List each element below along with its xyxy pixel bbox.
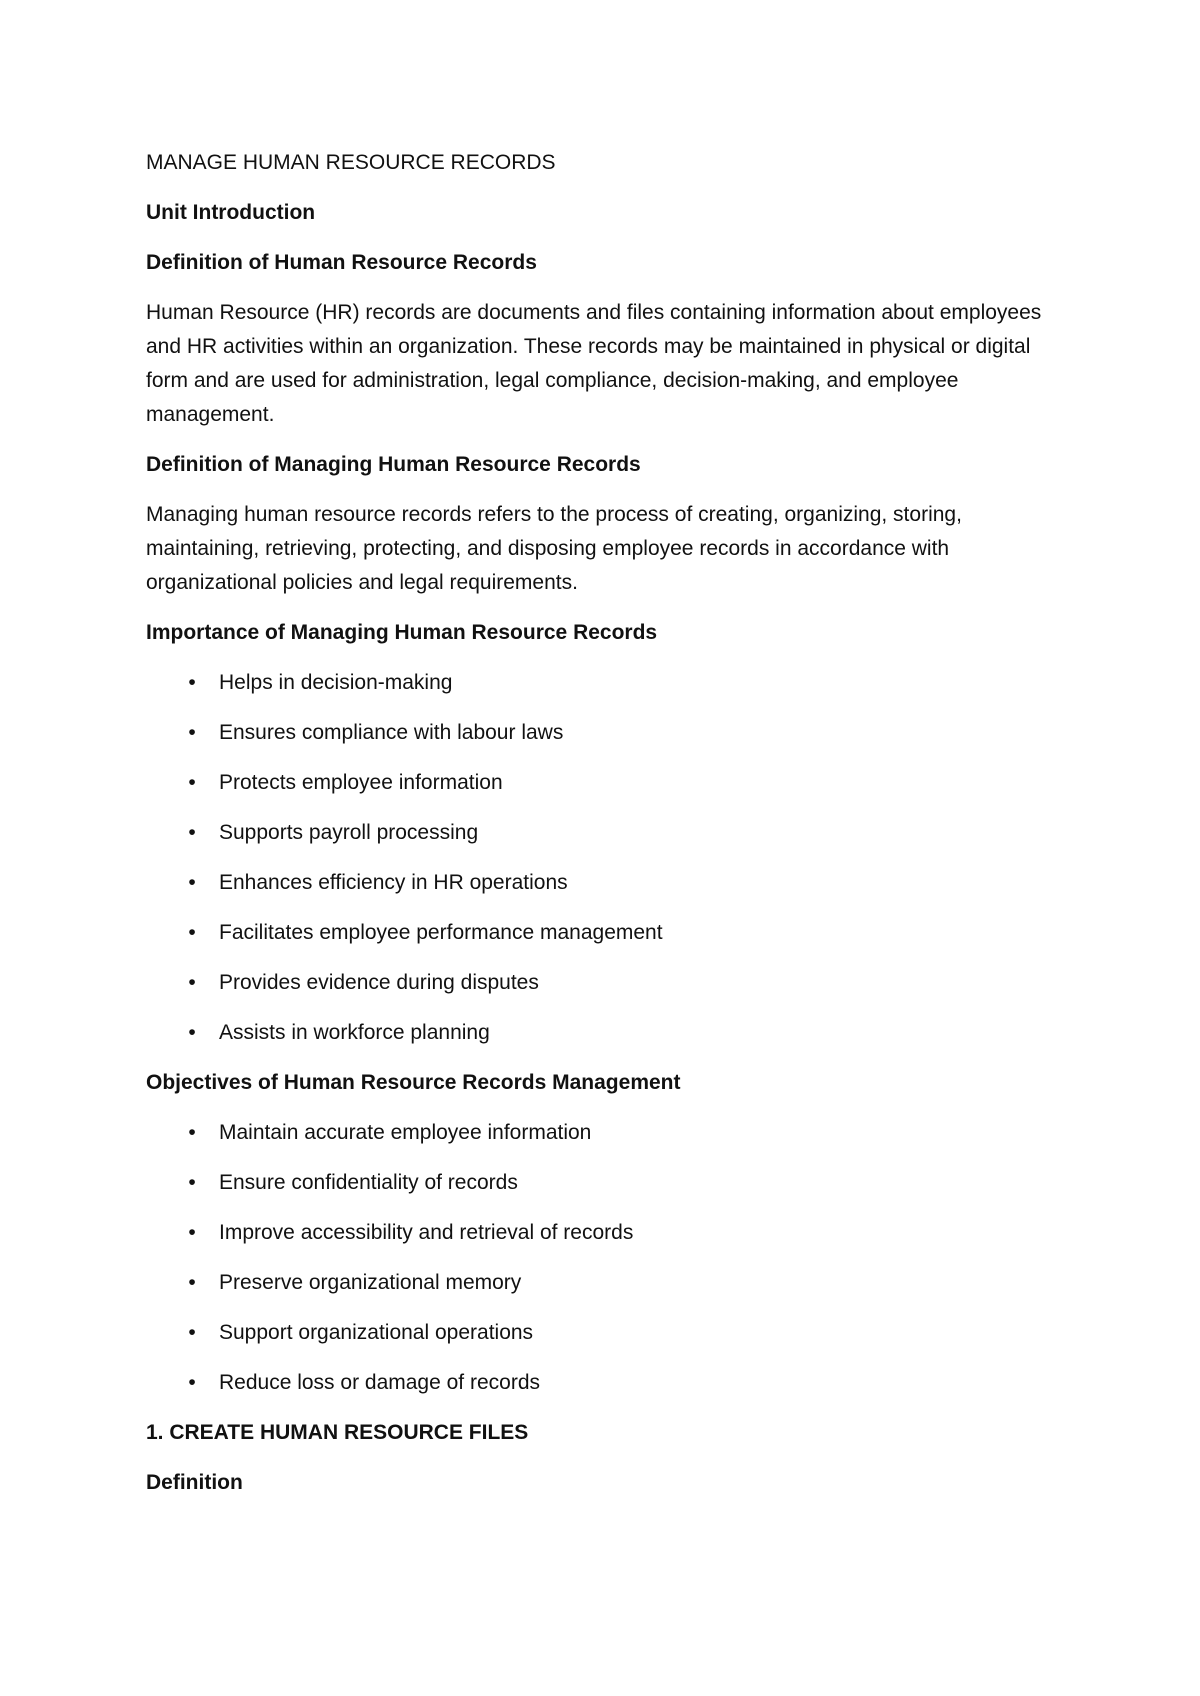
bullet-icon: • bbox=[188, 771, 196, 794]
bullet-icon: • bbox=[188, 921, 196, 944]
unit-intro-heading: Unit Introduction bbox=[146, 201, 316, 224]
list-item bbox=[146, 1266, 1066, 1300]
document-title: MANAGE HUMAN RESOURCE RECORDS bbox=[146, 151, 556, 174]
bullet-icon: • bbox=[188, 871, 196, 894]
definition-hr-records-heading: Definition of Human Resource Records bbox=[146, 251, 537, 274]
list-item-text: Protects employee information bbox=[219, 771, 503, 794]
bullet-icon: • bbox=[188, 1021, 196, 1044]
objectives-heading: Objectives of Human Resource Records Management bbox=[146, 1071, 681, 1094]
importance-heading: Importance of Managing Human Resource Records bbox=[146, 621, 658, 644]
bullet-icon: • bbox=[188, 671, 196, 694]
list-item-text: Support organizational operations bbox=[219, 1321, 534, 1344]
list-item bbox=[146, 816, 1066, 850]
list-item bbox=[146, 966, 1066, 1000]
list-item bbox=[146, 716, 1066, 750]
list-item bbox=[146, 1116, 1066, 1150]
list-item-text: Maintain accurate employee information bbox=[219, 1121, 592, 1144]
section1-definition-heading: Definition bbox=[146, 1471, 243, 1494]
bullet-icon: • bbox=[188, 1371, 196, 1394]
bullet-icon: • bbox=[188, 1271, 196, 1294]
bullet-icon: • bbox=[188, 721, 196, 744]
definition-managing-paragraph: Managing human resource records refers to the process of creating, organizing, storing, maintaining, retrieving, protecting, and disposing employee records in accordance with organizational policies and legal requirements. bbox=[146, 503, 962, 594]
bullet-icon: • bbox=[188, 1321, 196, 1344]
list-item bbox=[146, 1166, 1066, 1200]
list-item-text: Preserve organizational memory bbox=[219, 1271, 522, 1294]
list-item bbox=[146, 766, 1066, 800]
document-body bbox=[146, 146, 1066, 1516]
list-item-text: Ensure confidentiality of records bbox=[219, 1171, 518, 1194]
importance-list bbox=[146, 666, 1066, 1050]
list-item-text: Ensures compliance with labour laws bbox=[219, 721, 564, 744]
list-item bbox=[146, 866, 1066, 900]
list-item bbox=[146, 1216, 1066, 1250]
list-item-text: Improve accessibility and retrieval of records bbox=[219, 1221, 634, 1244]
bullet-icon: • bbox=[188, 971, 196, 994]
bullet-icon: • bbox=[188, 1171, 196, 1194]
section1-heading: 1. CREATE HUMAN RESOURCE FILES bbox=[146, 1421, 529, 1444]
list-item bbox=[146, 1016, 1066, 1050]
list-item-text: Supports payroll processing bbox=[219, 821, 479, 844]
list-item-text: Provides evidence during disputes bbox=[219, 971, 539, 994]
list-item bbox=[146, 1316, 1066, 1350]
definition-hr-records-paragraph: Human Resource (HR) records are documents and files containing information about employees and HR activities within an organization. These records may be maintained in physical or digital form and are used for administration, legal compliance, decision-making, and employee management. bbox=[146, 301, 1042, 426]
bullet-icon: • bbox=[188, 1121, 196, 1144]
list-item bbox=[146, 916, 1066, 950]
list-item-text: Helps in decision-making bbox=[219, 671, 453, 694]
bullet-icon: • bbox=[188, 821, 196, 844]
list-item bbox=[146, 1366, 1066, 1400]
list-item bbox=[146, 666, 1066, 700]
list-item-text: Reduce loss or damage of records bbox=[219, 1371, 540, 1394]
list-item-text: Assists in workforce planning bbox=[219, 1021, 490, 1044]
objectives-list bbox=[146, 1116, 1066, 1400]
list-item-text: Facilitates employee performance management bbox=[219, 921, 663, 944]
bullet-icon: • bbox=[188, 1221, 196, 1244]
definition-managing-heading: Definition of Managing Human Resource Records bbox=[146, 453, 641, 476]
list-item-text: Enhances efficiency in HR operations bbox=[219, 871, 568, 894]
